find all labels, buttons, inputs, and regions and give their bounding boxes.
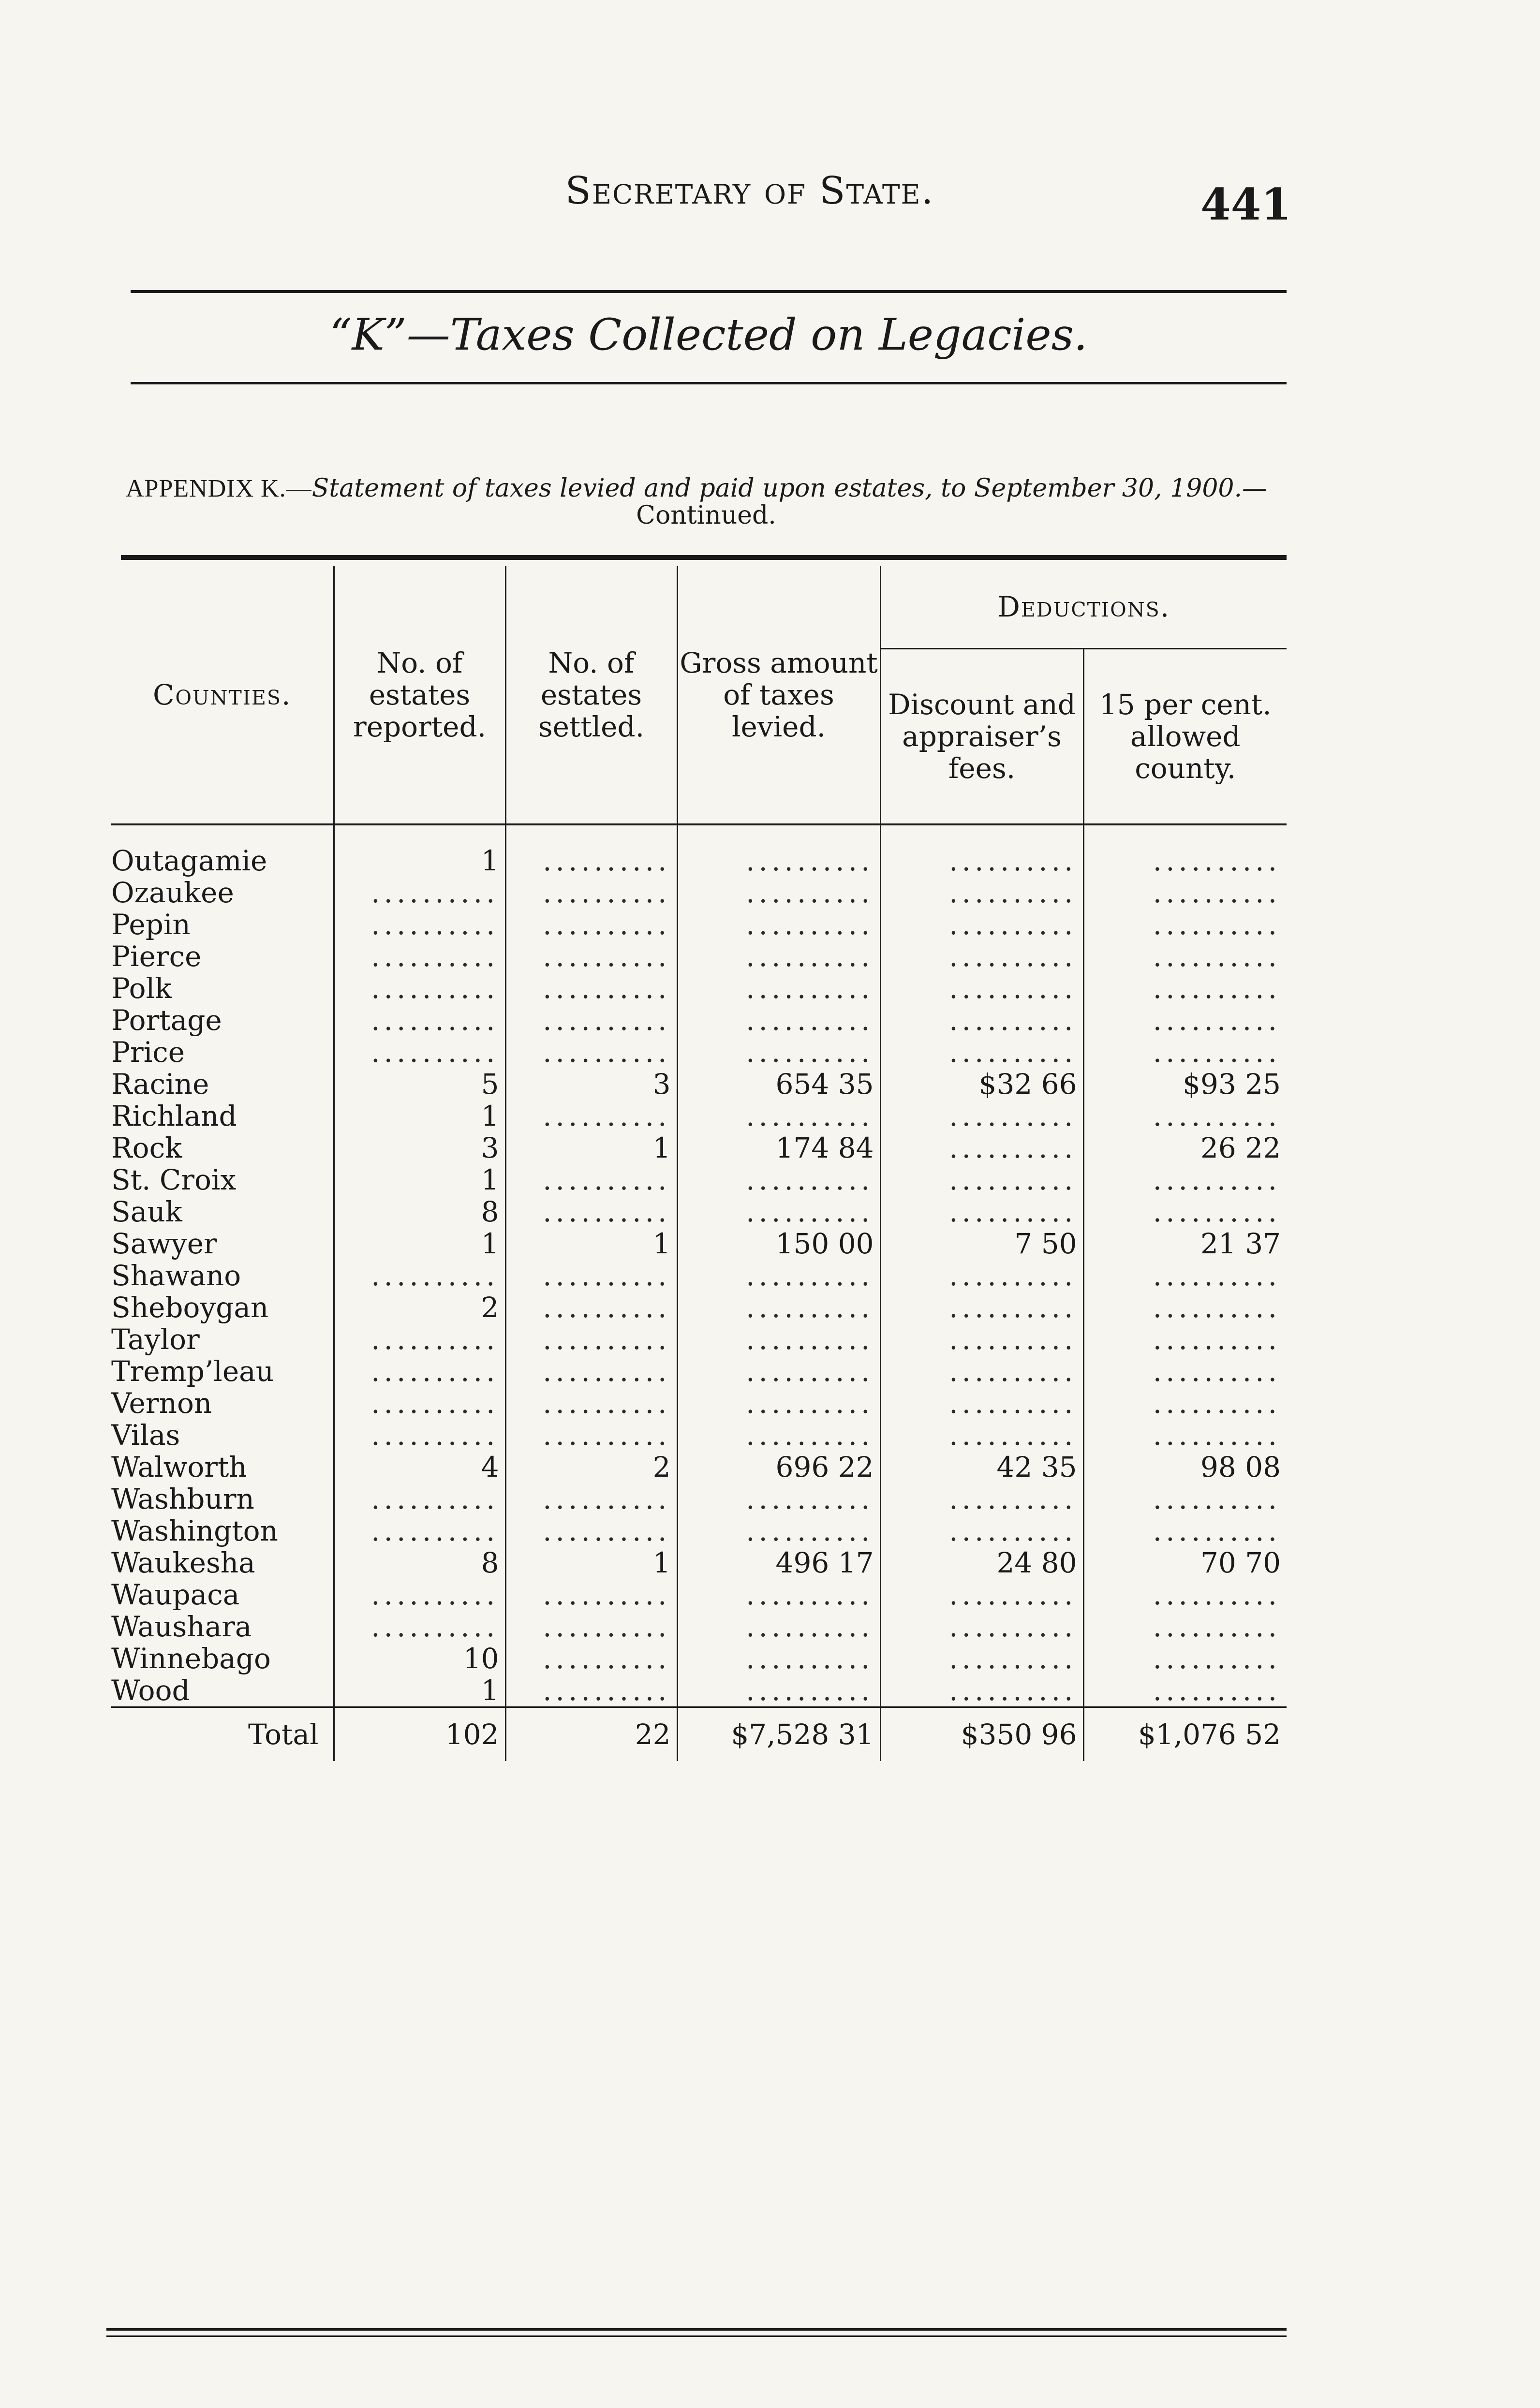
cell-settled: .......... xyxy=(505,1036,677,1068)
cell-allowed: .......... xyxy=(1083,972,1287,1004)
table-row xyxy=(111,909,1287,940)
cell-settled: 1 xyxy=(505,1547,677,1579)
cell-discount: .......... xyxy=(880,1323,1083,1355)
table-row xyxy=(111,1547,1287,1579)
cell-allowed: .......... xyxy=(1083,877,1287,909)
cell-settled: .......... xyxy=(505,824,677,877)
table-row xyxy=(111,877,1287,909)
cell-allowed: .......... xyxy=(1083,1483,1287,1515)
section-rule xyxy=(131,382,1287,384)
cell-gross: .......... xyxy=(677,1355,880,1387)
total-settled: 22 xyxy=(505,1707,677,1762)
table-row xyxy=(111,824,1287,877)
cell-settled: .......... xyxy=(505,1419,677,1451)
county-name: Sheboygan xyxy=(111,1292,269,1323)
county-name: Rock xyxy=(111,1132,182,1164)
table-row xyxy=(111,1228,1287,1260)
cell-reported: 1 xyxy=(334,824,505,877)
cell-reported: .......... xyxy=(334,1355,505,1387)
county-name: Price xyxy=(111,1036,185,1068)
total-allowed: $1,076 52 xyxy=(1083,1707,1287,1762)
legacy-tax-table xyxy=(111,566,1287,1761)
table-row xyxy=(111,1611,1287,1643)
county-name: Vernon xyxy=(111,1387,212,1419)
table-row xyxy=(111,972,1287,1004)
cell-discount: .......... xyxy=(880,940,1083,972)
cell-allowed: .......... xyxy=(1083,940,1287,972)
table-bottom-rule xyxy=(106,2328,1287,2331)
cell-gross: .......... xyxy=(677,1515,880,1547)
county-name: Richland xyxy=(111,1100,237,1132)
cell-discount: .......... xyxy=(880,909,1083,940)
cell-discount: .......... xyxy=(880,1611,1083,1643)
county-name: Ozaukee xyxy=(111,877,234,909)
cell-reported: .......... xyxy=(334,909,505,940)
cell-allowed: .......... xyxy=(1083,1036,1287,1068)
cell-settled: .......... xyxy=(505,1387,677,1419)
table-row xyxy=(111,1674,1287,1707)
table-row xyxy=(111,1579,1287,1611)
cell-settled: .......... xyxy=(505,1643,677,1674)
column-header-allowed: 15 per cent. allowed county. xyxy=(1083,649,1287,825)
cell-settled: .......... xyxy=(505,1196,677,1228)
county-name: Vilas xyxy=(111,1419,180,1451)
cell-gross: .......... xyxy=(677,1260,880,1292)
cell-settled: .......... xyxy=(505,972,677,1004)
cell-reported: .......... xyxy=(334,1260,505,1292)
cell-settled: .......... xyxy=(505,1579,677,1611)
header-rule xyxy=(131,290,1287,293)
table-row xyxy=(111,1451,1287,1483)
cell-allowed: .......... xyxy=(1083,1579,1287,1611)
cell-gross: 654 35 xyxy=(677,1068,880,1100)
cell-gross: 696 22 xyxy=(677,1451,880,1483)
cell-allowed: .......... xyxy=(1083,1100,1287,1132)
cell-settled: .......... xyxy=(505,1483,677,1515)
table-row xyxy=(111,1292,1287,1323)
table-row xyxy=(111,1387,1287,1419)
county-name: Walworth xyxy=(111,1451,247,1483)
cell-gross: .......... xyxy=(677,972,880,1004)
cell-gross: .......... xyxy=(677,1036,880,1068)
table-row xyxy=(111,1132,1287,1164)
cell-discount: .......... xyxy=(880,972,1083,1004)
cell-reported: .......... xyxy=(334,1323,505,1355)
cell-reported: 1 xyxy=(334,1100,505,1132)
cell-gross: .......... xyxy=(677,1100,880,1132)
cell-allowed: .......... xyxy=(1083,1004,1287,1036)
cell-discount: .......... xyxy=(880,1515,1083,1547)
cell-settled: .......... xyxy=(505,1323,677,1355)
cell-gross: 496 17 xyxy=(677,1547,880,1579)
county-name: Sauk xyxy=(111,1196,182,1228)
table-row xyxy=(111,1004,1287,1036)
total-gross: $7,528 31 xyxy=(677,1707,880,1762)
cell-reported: .......... xyxy=(334,1515,505,1547)
cell-discount: .......... xyxy=(880,1643,1083,1674)
cell-reported: 4 xyxy=(334,1451,505,1483)
county-name: Pierce xyxy=(111,940,202,972)
county-name: Tremp’leau xyxy=(111,1355,274,1387)
cell-allowed: .......... xyxy=(1083,1643,1287,1674)
cell-discount: .......... xyxy=(880,1674,1083,1707)
cell-discount: $32 66 xyxy=(880,1068,1083,1100)
cell-discount: .......... xyxy=(880,1164,1083,1196)
cell-gross: 150 00 xyxy=(677,1228,880,1260)
column-header-reported: No. of estates reported. xyxy=(334,566,505,824)
cell-settled: .......... xyxy=(505,1355,677,1387)
cell-settled: .......... xyxy=(505,1260,677,1292)
county-name: Wood xyxy=(111,1674,190,1707)
table-row xyxy=(111,1068,1287,1100)
cell-reported: .......... xyxy=(334,1611,505,1643)
cell-gross: .......... xyxy=(677,1674,880,1707)
total-label: Total xyxy=(111,1707,334,1762)
cell-reported: 2 xyxy=(334,1292,505,1323)
total-discount: $350 96 xyxy=(880,1707,1083,1762)
cell-settled: .......... xyxy=(505,940,677,972)
cell-gross: .......... xyxy=(677,1643,880,1674)
cell-allowed: .......... xyxy=(1083,1292,1287,1323)
county-name: Racine xyxy=(111,1068,209,1100)
cell-settled: .......... xyxy=(505,877,677,909)
cell-discount: .......... xyxy=(880,1196,1083,1228)
column-header-counties: Counties. xyxy=(153,678,292,711)
cell-reported: .......... xyxy=(334,1387,505,1419)
table-top-rule xyxy=(121,555,1287,560)
cell-allowed: .......... xyxy=(1083,1196,1287,1228)
cell-reported: 3 xyxy=(334,1132,505,1164)
cell-discount: .......... xyxy=(880,1004,1083,1036)
column-header-gross: Gross amount of taxes levied. xyxy=(677,566,880,824)
cell-allowed: .......... xyxy=(1083,1260,1287,1292)
cell-settled: .......... xyxy=(505,1100,677,1132)
cell-reported: 8 xyxy=(334,1547,505,1579)
county-name: Winnebago xyxy=(111,1643,271,1674)
table-row xyxy=(111,1036,1287,1068)
cell-reported: 1 xyxy=(334,1674,505,1707)
cell-gross: .......... xyxy=(677,1292,880,1323)
table-row xyxy=(111,1164,1287,1196)
cell-settled: .......... xyxy=(505,1515,677,1547)
cell-gross: .......... xyxy=(677,1004,880,1036)
table-row xyxy=(111,1196,1287,1228)
cell-gross: .......... xyxy=(677,1387,880,1419)
county-name: Waukesha xyxy=(111,1547,255,1579)
cell-gross: 174 84 xyxy=(677,1132,880,1164)
cell-reported: .......... xyxy=(334,940,505,972)
section-title: “K”—Taxes Collected on Legacies. xyxy=(329,309,1088,360)
appendix-description: Statement of taxes levied and paid upon estates, to September 30, 1900.— xyxy=(311,474,1268,503)
cell-discount: .......... xyxy=(880,1419,1083,1451)
running-head: Secretary of State. xyxy=(565,169,934,213)
cell-allowed: .......... xyxy=(1083,1323,1287,1355)
cell-discount: 42 35 xyxy=(880,1451,1083,1483)
cell-reported: .......... xyxy=(334,1579,505,1611)
county-name: Washburn xyxy=(111,1483,254,1515)
cell-gross: .......... xyxy=(677,1419,880,1451)
cell-gross: .......... xyxy=(677,909,880,940)
cell-discount: .......... xyxy=(880,1100,1083,1132)
cell-reported: 1 xyxy=(334,1164,505,1196)
cell-allowed: .......... xyxy=(1083,1387,1287,1419)
cell-reported: .......... xyxy=(334,877,505,909)
cell-reported: .......... xyxy=(334,1419,505,1451)
table-row xyxy=(111,1483,1287,1515)
cell-settled: .......... xyxy=(505,1674,677,1707)
cell-discount: .......... xyxy=(880,1579,1083,1611)
county-name: Portage xyxy=(111,1004,222,1036)
column-header-settled: No. of estates settled. xyxy=(505,566,677,824)
table-row xyxy=(111,1515,1287,1547)
table-row xyxy=(111,1643,1287,1674)
cell-allowed: .......... xyxy=(1083,909,1287,940)
cell-reported: .......... xyxy=(334,1483,505,1515)
county-name: Pepin xyxy=(111,909,191,940)
cell-reported: 10 xyxy=(334,1643,505,1674)
cell-settled: .......... xyxy=(505,1164,677,1196)
cell-allowed: 26 22 xyxy=(1083,1132,1287,1164)
cell-discount: .......... xyxy=(880,1292,1083,1323)
page-number: 441 xyxy=(1200,179,1291,230)
cell-settled: 1 xyxy=(505,1228,677,1260)
cell-allowed: .......... xyxy=(1083,1674,1287,1707)
cell-reported: .......... xyxy=(334,972,505,1004)
county-name: Waupaca xyxy=(111,1579,240,1611)
cell-discount: .......... xyxy=(880,824,1083,877)
cell-discount: .......... xyxy=(880,1387,1083,1419)
county-name: Polk xyxy=(111,972,172,1004)
county-name: St. Croix xyxy=(111,1164,237,1196)
county-name: Outagamie xyxy=(111,844,267,877)
table-row xyxy=(111,1323,1287,1355)
cell-settled: .......... xyxy=(505,909,677,940)
table-row xyxy=(111,940,1287,972)
column-header-deductions: Deductions. xyxy=(880,566,1287,649)
cell-settled: .......... xyxy=(505,1611,677,1643)
cell-allowed: .......... xyxy=(1083,824,1287,877)
cell-settled: 2 xyxy=(505,1451,677,1483)
table-row xyxy=(111,1100,1287,1132)
county-name: Sawyer xyxy=(111,1228,217,1260)
cell-discount: .......... xyxy=(880,1260,1083,1292)
cell-reported: 5 xyxy=(334,1068,505,1100)
table-row xyxy=(111,1419,1287,1451)
cell-gross: .......... xyxy=(677,1611,880,1643)
cell-discount: .......... xyxy=(880,1483,1083,1515)
cell-reported: 1 xyxy=(334,1228,505,1260)
county-name: Taylor xyxy=(111,1323,200,1355)
cell-settled: 1 xyxy=(505,1132,677,1164)
cell-allowed: .......... xyxy=(1083,1355,1287,1387)
cell-gross: .......... xyxy=(677,940,880,972)
county-name: Washington xyxy=(111,1515,278,1547)
cell-discount: .......... xyxy=(880,877,1083,909)
table-row xyxy=(111,1260,1287,1292)
total-row xyxy=(111,1707,1287,1762)
cell-allowed: .......... xyxy=(1083,1164,1287,1196)
cell-allowed: .......... xyxy=(1083,1515,1287,1547)
cell-reported: .......... xyxy=(334,1004,505,1036)
cell-gross: .......... xyxy=(677,824,880,877)
cell-settled: 3 xyxy=(505,1068,677,1100)
cell-discount: .......... xyxy=(880,1355,1083,1387)
cell-discount: 7 50 xyxy=(880,1228,1083,1260)
table-body xyxy=(111,824,1287,1761)
cell-allowed: 98 08 xyxy=(1083,1451,1287,1483)
cell-settled: .......... xyxy=(505,1004,677,1036)
cell-gross: .......... xyxy=(677,877,880,909)
cell-gross: .......... xyxy=(677,1196,880,1228)
total-reported: 102 xyxy=(334,1707,505,1762)
cell-gross: .......... xyxy=(677,1579,880,1611)
cell-reported: 8 xyxy=(334,1196,505,1228)
cell-settled: .......... xyxy=(505,1292,677,1323)
column-header-discount: Discount and appraiser’s fees. xyxy=(880,649,1083,825)
cell-allowed: .......... xyxy=(1083,1611,1287,1643)
county-name: Shawano xyxy=(111,1260,241,1292)
cell-allowed: $93 25 xyxy=(1083,1068,1287,1100)
cell-allowed: 70 70 xyxy=(1083,1547,1287,1579)
cell-reported: .......... xyxy=(334,1036,505,1068)
cell-gross: .......... xyxy=(677,1483,880,1515)
cell-allowed: .......... xyxy=(1083,1419,1287,1451)
appendix-caption xyxy=(126,474,1287,530)
table-row xyxy=(111,1355,1287,1387)
cell-gross: .......... xyxy=(677,1323,880,1355)
appendix-lead: APPENDIX K.— xyxy=(126,475,312,502)
cell-discount: 24 80 xyxy=(880,1547,1083,1579)
cell-allowed: 21 37 xyxy=(1083,1228,1287,1260)
cell-discount: .......... xyxy=(880,1036,1083,1068)
cell-discount: .......... xyxy=(880,1132,1083,1164)
table-bottom-rule-inner xyxy=(106,2335,1287,2337)
cell-gross: .......... xyxy=(677,1164,880,1196)
county-name: Waushara xyxy=(111,1611,252,1643)
appendix-continued: Continued. xyxy=(636,501,776,530)
